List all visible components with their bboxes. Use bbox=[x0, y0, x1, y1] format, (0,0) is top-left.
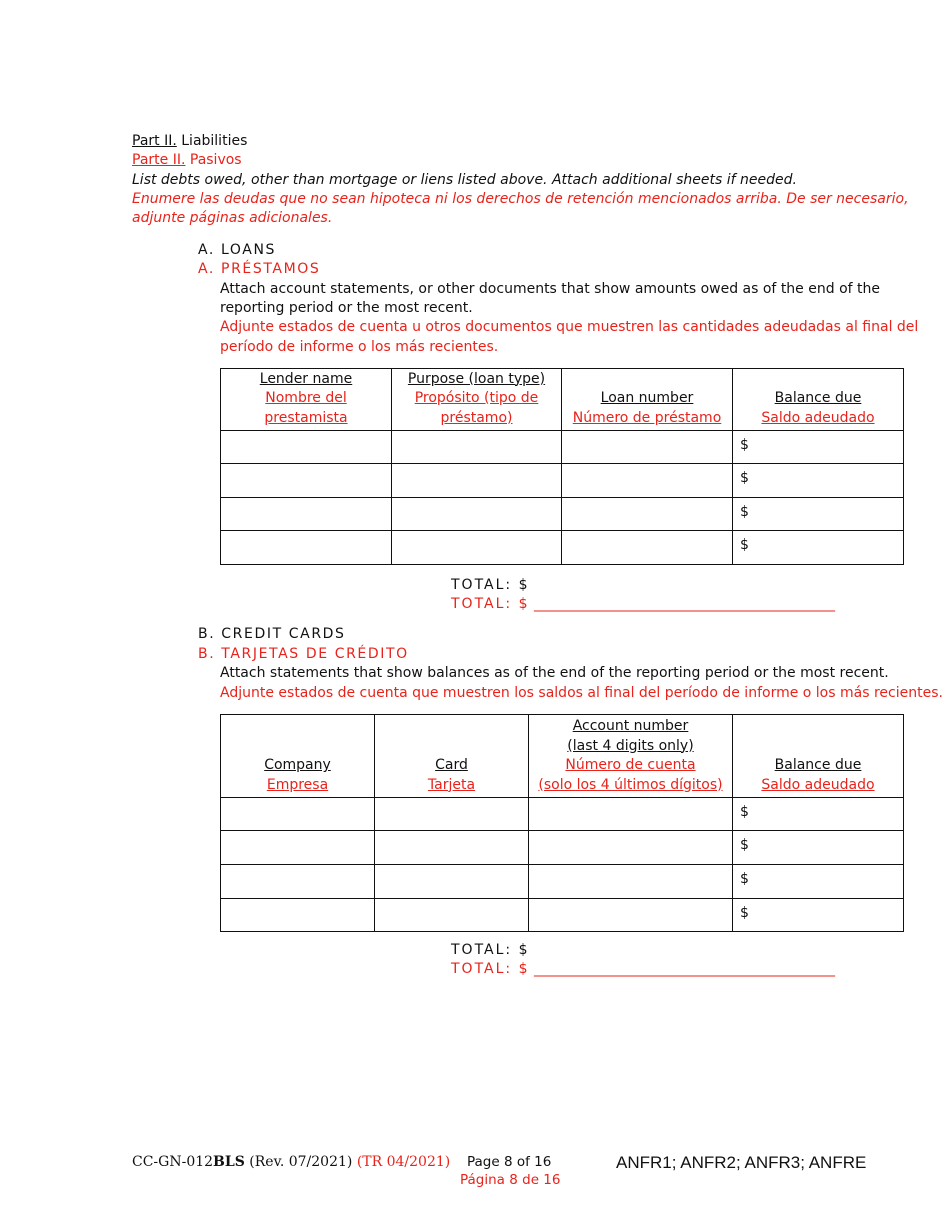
col-company-en: Company bbox=[264, 757, 331, 773]
loans-heading-en: A. LOANS bbox=[198, 242, 277, 258]
loans-total-en: TOTAL: $ bbox=[451, 577, 530, 593]
card-balance-cell[interactable]: $ bbox=[733, 865, 904, 899]
col-card-balance-es: Saldo adeudado bbox=[761, 776, 875, 793]
account-number-cell[interactable] bbox=[529, 865, 733, 899]
col-account-en-1: Account number bbox=[572, 718, 689, 734]
purpose-cell[interactable] bbox=[392, 431, 562, 464]
col-lender-es-2: prestamista bbox=[264, 409, 348, 426]
cards-total-field[interactable]: ___________________________________________ bbox=[533, 961, 835, 977]
form-code: CC-GN-012 bbox=[132, 1154, 214, 1170]
table-row[interactable] bbox=[221, 498, 904, 531]
table-row[interactable] bbox=[221, 798, 904, 831]
part-title-es bbox=[132, 151, 242, 171]
col-purpose-es-1: Propósito (tipo de bbox=[414, 390, 539, 406]
company-cell[interactable] bbox=[221, 865, 375, 899]
loan-number-cell[interactable] bbox=[562, 531, 733, 565]
table-row[interactable] bbox=[221, 865, 904, 899]
loans-instruction-es-1: Adjunte estados de cuenta u otros documentos que muestren las cantidades adeudadas al final del bbox=[220, 319, 919, 335]
col-account-en-2: (last 4 digits only) bbox=[567, 737, 694, 754]
col-account-es-1: Número de cuenta bbox=[565, 757, 696, 773]
loans-instruction-en-1: Attach account statements, or other documents that show amounts owed as of the end of the bbox=[220, 281, 880, 297]
lender-cell[interactable] bbox=[221, 464, 392, 498]
card-balance-cell[interactable]: $ bbox=[733, 899, 904, 932]
company-cell[interactable] bbox=[221, 899, 375, 932]
loans-total-es bbox=[451, 595, 835, 615]
account-number-cell[interactable] bbox=[529, 899, 733, 932]
cards-total-en: TOTAL: $ bbox=[451, 942, 530, 958]
table-row[interactable] bbox=[221, 464, 904, 498]
form-suffix: BLS bbox=[213, 1154, 245, 1170]
purpose-cell[interactable] bbox=[392, 498, 562, 531]
col-balance-due bbox=[733, 369, 904, 431]
cards-instruction-es: Adjunte estados de cuenta que muestren los saldos al final del período de informe o los más recientes. bbox=[220, 685, 943, 701]
loans-total-field[interactable]: ___________________________________________ bbox=[533, 596, 835, 612]
cards-total-es bbox=[451, 960, 835, 980]
part-instruction-es-2: adjunte páginas adicionales. bbox=[132, 210, 333, 226]
cards-table bbox=[220, 714, 904, 932]
cards-header-row bbox=[221, 715, 904, 798]
col-card bbox=[375, 715, 529, 798]
col-account-es-2: (solo los 4 últimos dígitos) bbox=[538, 776, 723, 793]
balance-cell[interactable]: $ bbox=[733, 531, 904, 565]
col-lender-es-1: Nombre del bbox=[265, 390, 347, 406]
company-cell[interactable] bbox=[221, 798, 375, 831]
footer-form-code bbox=[132, 1153, 450, 1173]
card-cell[interactable] bbox=[375, 831, 529, 865]
card-cell[interactable] bbox=[375, 798, 529, 831]
col-purpose-es-2: préstamo) bbox=[440, 409, 513, 426]
loans-instruction-es-2: período de informe o los más recientes. bbox=[220, 339, 499, 355]
account-number-cell[interactable] bbox=[529, 798, 733, 831]
col-loan-number bbox=[562, 369, 733, 431]
part-name-es: Pasivos bbox=[189, 152, 242, 168]
page-number-es: Página 8 de 16 bbox=[460, 1172, 561, 1188]
part-name-en: Liabilities bbox=[181, 133, 248, 149]
part-title-en bbox=[132, 132, 247, 152]
loans-heading-es: A. PRÉSTAMOS bbox=[198, 261, 321, 277]
loan-number-cell[interactable] bbox=[562, 498, 733, 531]
cards-heading-es: B. TARJETAS DE CRÉDITO bbox=[198, 646, 409, 662]
col-card-es: Tarjeta bbox=[427, 776, 476, 793]
col-number-es: Número de préstamo bbox=[572, 409, 722, 426]
table-row[interactable] bbox=[221, 899, 904, 932]
col-number-en: Loan number bbox=[600, 390, 694, 406]
col-company-es: Empresa bbox=[266, 776, 329, 793]
form-translation-date: (TR 04/2021) bbox=[356, 1154, 451, 1170]
account-number-cell[interactable] bbox=[529, 831, 733, 865]
col-card-balance-due bbox=[733, 715, 904, 798]
form-revision: (Rev. 07/2021) bbox=[249, 1154, 353, 1170]
table-row[interactable] bbox=[221, 831, 904, 865]
loan-number-cell[interactable] bbox=[562, 431, 733, 464]
table-row[interactable] bbox=[221, 531, 904, 565]
balance-cell[interactable]: $ bbox=[733, 498, 904, 531]
lender-cell[interactable] bbox=[221, 531, 392, 565]
col-purpose-en: Purpose (loan type) bbox=[407, 370, 546, 387]
company-cell[interactable] bbox=[221, 831, 375, 865]
col-lender-name bbox=[221, 369, 392, 431]
col-card-balance-en: Balance due bbox=[774, 757, 862, 773]
loan-number-cell[interactable] bbox=[562, 464, 733, 498]
card-balance-cell[interactable]: $ bbox=[733, 798, 904, 831]
balance-cell[interactable]: $ bbox=[733, 431, 904, 464]
cards-total-es-label: TOTAL: $ bbox=[451, 961, 530, 977]
loans-table bbox=[220, 368, 904, 565]
part-instruction-en: List debts owed, other than mortgage or liens listed above. Attach additional sheets if needed. bbox=[132, 172, 797, 188]
col-purpose bbox=[392, 369, 562, 431]
part-label-en: Part II. bbox=[132, 133, 177, 149]
purpose-cell[interactable] bbox=[392, 531, 562, 565]
page-number-en: Page 8 of 16 bbox=[467, 1154, 552, 1170]
balance-cell[interactable]: $ bbox=[733, 464, 904, 498]
col-account-number bbox=[529, 715, 733, 798]
col-balance-es: Saldo adeudado bbox=[761, 409, 875, 426]
card-cell[interactable] bbox=[375, 865, 529, 899]
loans-total-es-label: TOTAL: $ bbox=[451, 596, 530, 612]
col-card-en: Card bbox=[435, 757, 468, 773]
loans-instruction-en-2: reporting period or the most recent. bbox=[220, 300, 473, 316]
cards-instruction-en: Attach statements that show balances as of the end of the reporting period or the most recent. bbox=[220, 665, 889, 681]
lender-cell[interactable] bbox=[221, 431, 392, 464]
col-company bbox=[221, 715, 375, 798]
col-lender-en: Lender name bbox=[259, 370, 353, 387]
card-balance-cell[interactable]: $ bbox=[733, 831, 904, 865]
lender-cell[interactable] bbox=[221, 498, 392, 531]
form-ids: ANFR1; ANFR2; ANFR3; ANFRE bbox=[616, 1153, 867, 1172]
loans-header-row bbox=[221, 369, 904, 431]
col-balance-en: Balance due bbox=[774, 390, 862, 406]
purpose-cell[interactable] bbox=[392, 464, 562, 498]
table-row[interactable] bbox=[221, 431, 904, 464]
cards-heading-en: B. CREDIT CARDS bbox=[198, 626, 346, 642]
part-instruction-es-1: Enumere las deudas que no sean hipoteca ni los derechos de retención mencionados arriba. De ser necesario, bbox=[132, 191, 909, 207]
card-cell[interactable] bbox=[375, 899, 529, 932]
part-label-es: Parte II. bbox=[132, 152, 186, 168]
